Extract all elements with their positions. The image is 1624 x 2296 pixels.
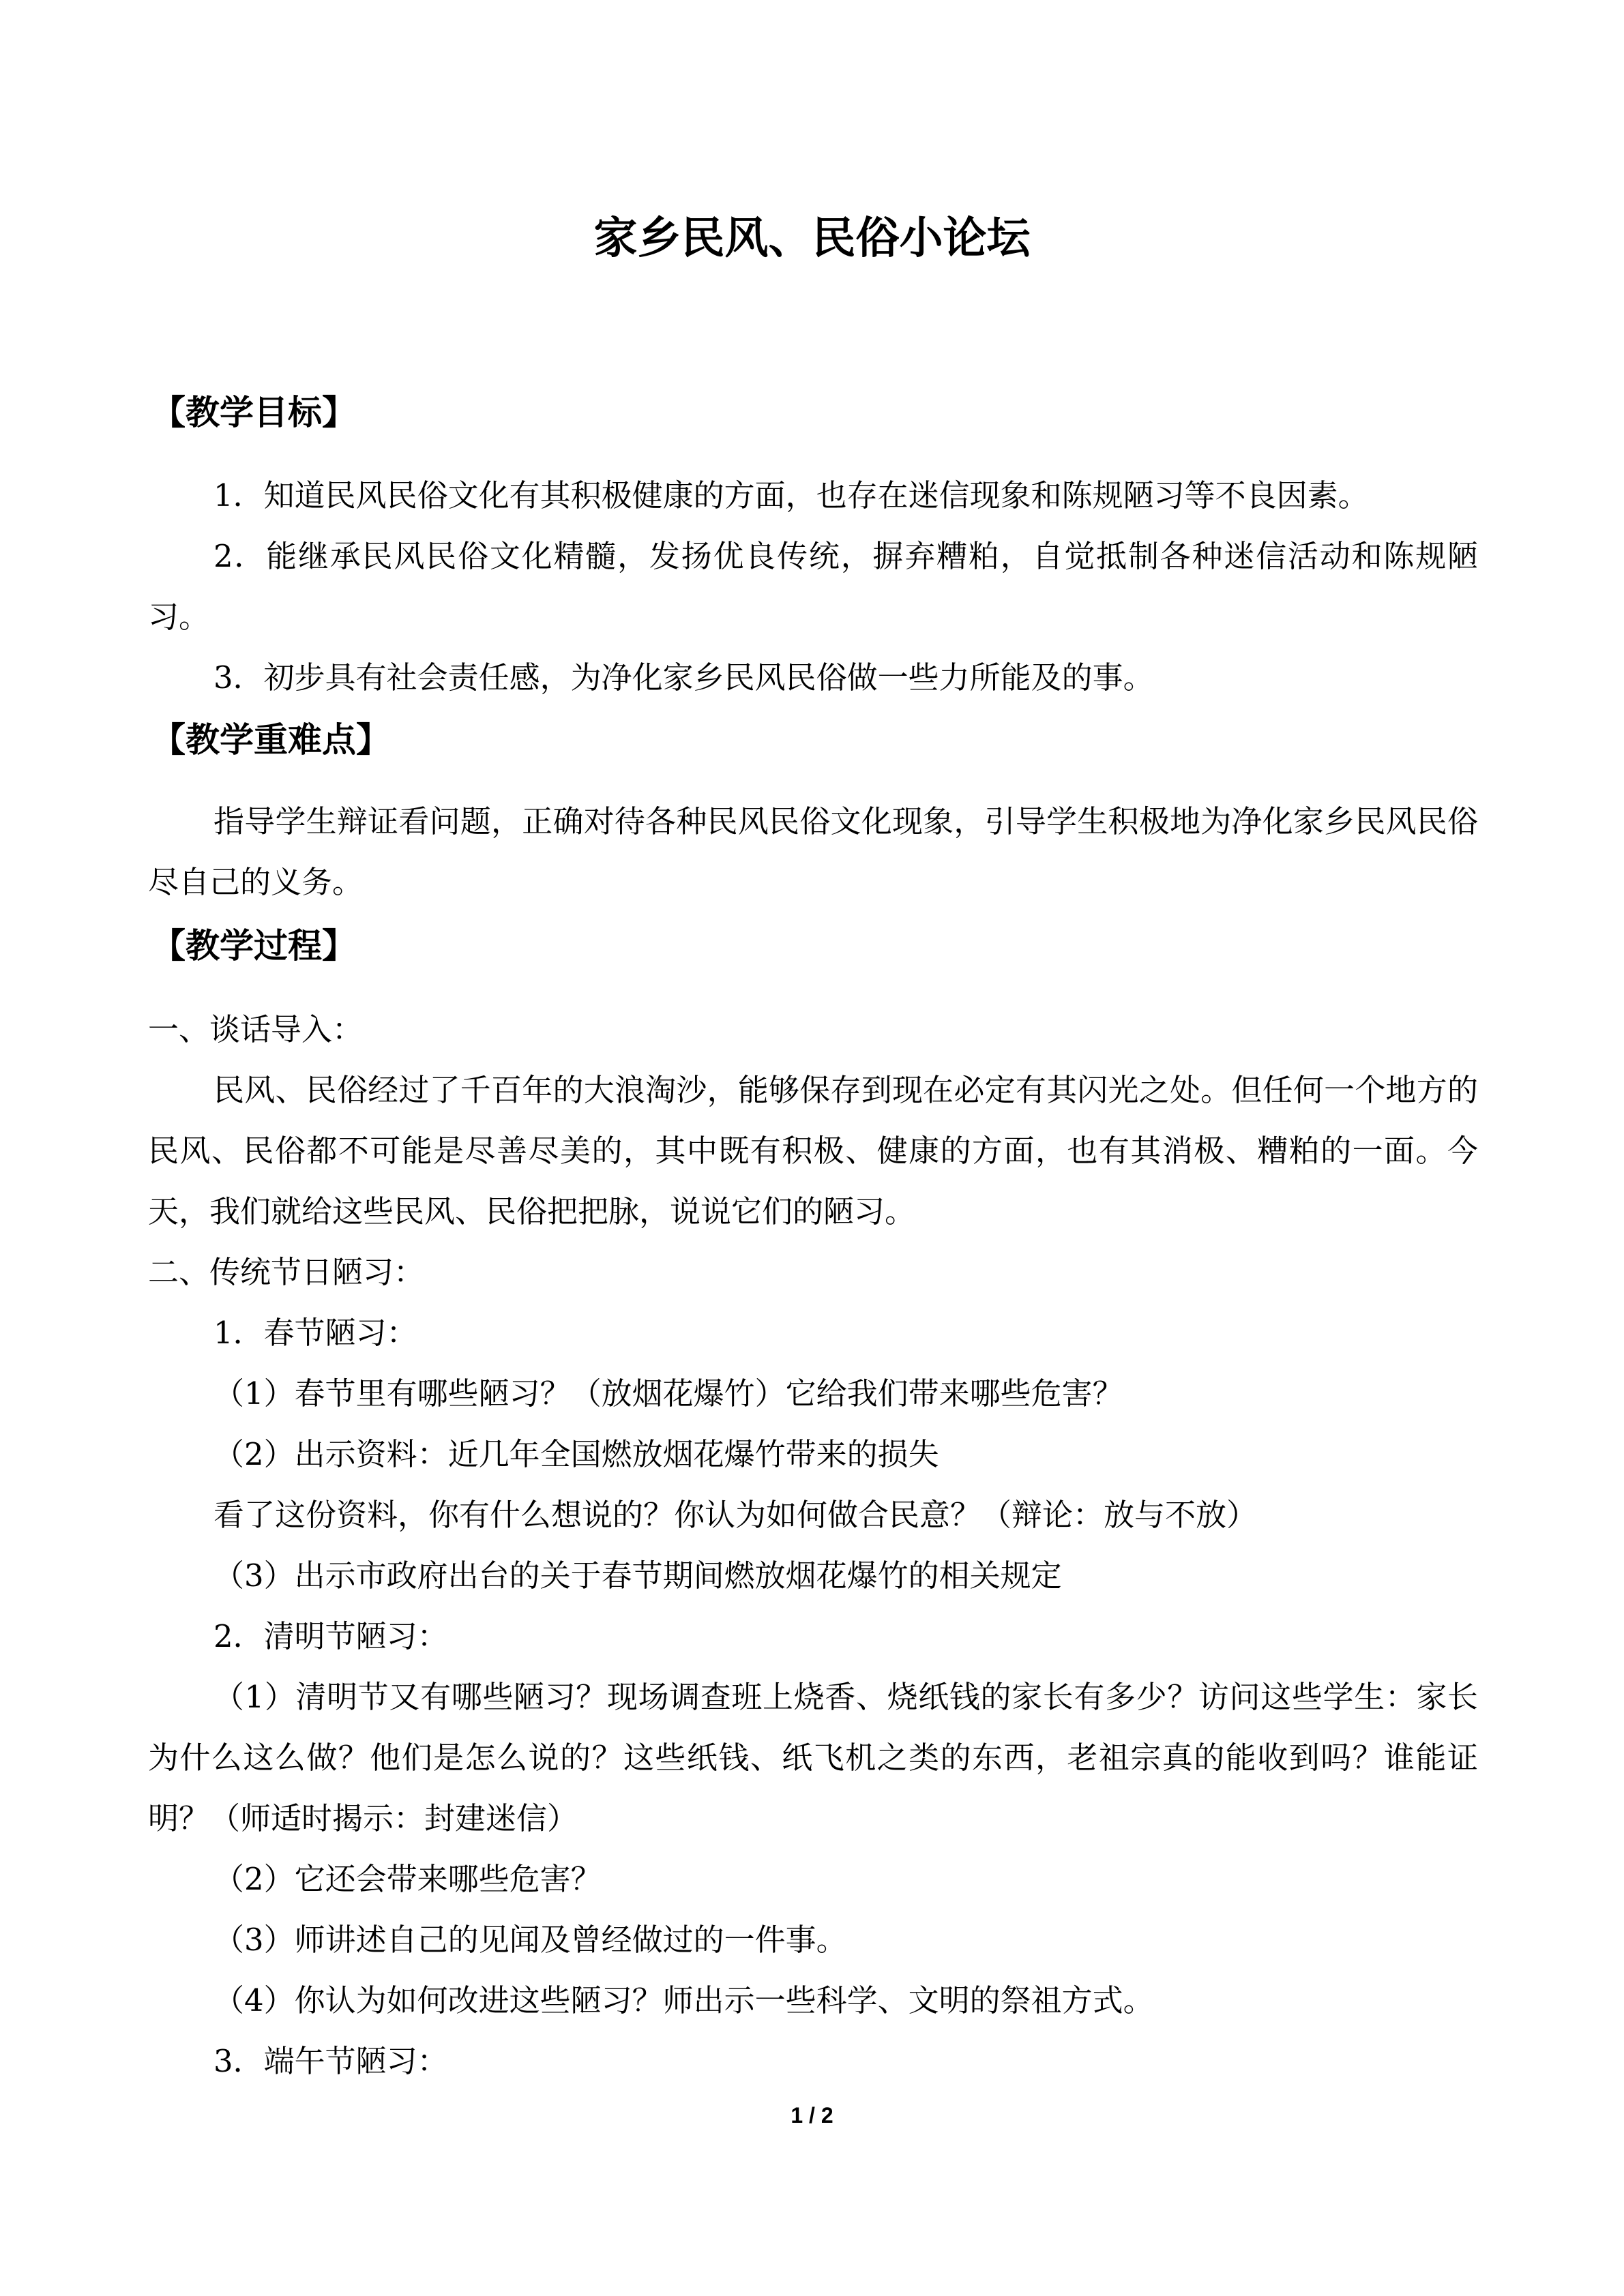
section-heading-key-points: 【教学重难点】 xyxy=(151,719,390,760)
step-2-title: 二、传统节日陋习： xyxy=(148,1254,425,1290)
qingming-item-4: （4）你认为如何改进这些陋习？师出示一些科学、文明的祭祖方式。 xyxy=(213,1982,1154,2018)
page-title: 家乡民风、民俗小论坛 xyxy=(593,213,1031,264)
section-heading-goals: 【教学目标】 xyxy=(151,392,356,432)
goal-item-1: 1．知道民风民俗文化有其积极健康的方面，也存在迷信现象和陈规陋习等不良因素。 xyxy=(213,477,1369,513)
duanwu-title: 3．端午节陋习： xyxy=(213,2043,448,2079)
goal-item-3: 3．初步具有社会责任感，为净化家乡民风民俗做一些力所能及的事。 xyxy=(213,659,1154,696)
spring-item-2-question: 看了这份资料，你有什么想说的？你认为如何做合民意？（辩论：放与不放） xyxy=(213,1497,1258,1533)
qingming-title: 2．清明节陋习： xyxy=(213,1618,448,1654)
qingming-item-3: （3）师讲述自己的见闻及曾经做过的一件事。 xyxy=(213,1922,847,1958)
section-heading-process: 【教学过程】 xyxy=(151,925,356,966)
spring-festival-title: 1．春节陋习： xyxy=(213,1315,417,1351)
key-points-text: 指导学生辩证看问题，正确对待各种民风民俗文化现象，引导学生积极地为净化家乡民风民俗尽自己的义务。 xyxy=(148,803,1478,900)
goal-item-2: 2．能继承民风民俗文化精髓，发扬优良传统，摒弃糟粕，自觉抵制各种迷信活动和陈规陋习。 xyxy=(148,538,1478,635)
step-1-text: 民风、民俗经过了千百年的大浪淘沙，能够保存到现在必定有其闪光之处。但任何一个地方的民风、民俗都不可能是尽善尽美的，其中既有积极、健康的方面，也有其消极、糟粕的一面。今天，我们就给这些民风、民俗把把脉，说说它们的陋习。 xyxy=(148,1072,1478,1229)
qingming-item-2: （2）它还会带来哪些危害？ xyxy=(213,1861,602,1897)
step-1-title: 一、谈话导入： xyxy=(148,1011,364,1047)
spring-item-2: （2）出示资料：近几年全国燃放烟花爆竹带来的损失 xyxy=(213,1436,939,1472)
qingming-item-1: （1）清明节又有哪些陋习？现场调查班上烧香、烧纸钱的家长有多少？访问这些学生：家长为什么这么做？他们是怎么说的？这些纸钱、纸飞机之类的东西，老祖宗真的能收到吗？谁能证明？（师适时揭示：封建迷信） xyxy=(148,1679,1478,1836)
spring-item-3: （3）出示市政府出台的关于春节期间燃放烟花爆竹的相关规定 xyxy=(213,1557,1062,1594)
spring-item-1: （1）春节里有哪些陋习？（放烟花爆竹）它给我们带来哪些危害？ xyxy=(213,1375,1123,1412)
page-number: 1 / 2 xyxy=(791,2103,833,2128)
